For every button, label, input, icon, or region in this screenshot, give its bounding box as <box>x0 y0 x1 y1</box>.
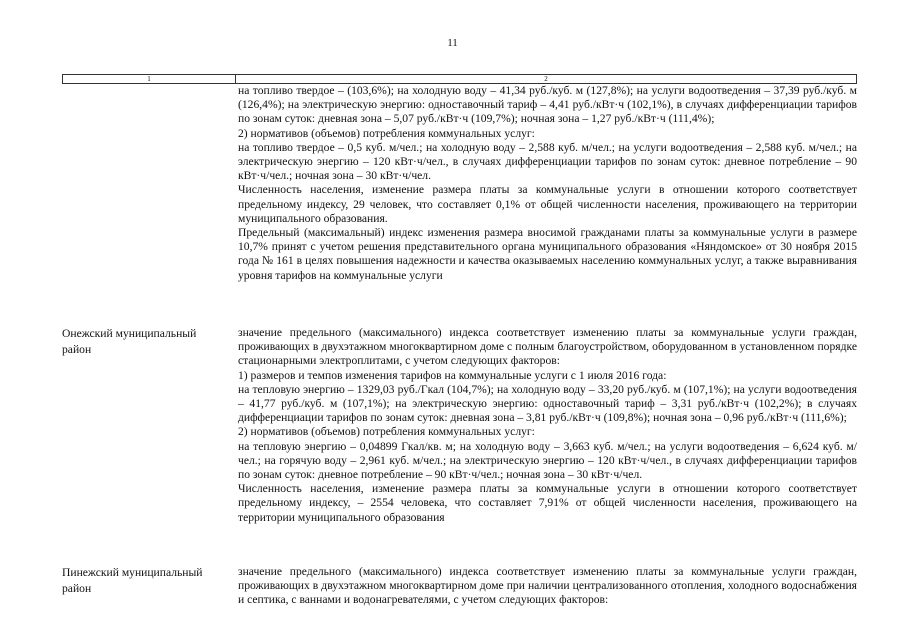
table-row <box>62 84 857 283</box>
table-header-row <box>62 74 857 84</box>
row-content <box>234 326 857 525</box>
paragraph: Предельный (максимальный) индекс изменения размера вносимой гражданами платы за коммунальные услуги в размере 10,7% принят с учетом решения представительного органа муниципального образования «Няндомское» от 30 ноября 2015 года № 161 в целях повышения надежности и качества оказываемых населению коммунальных услуг, а также выравнивания уровня тарифов на коммунальные услуги <box>238 226 857 282</box>
region-name <box>62 84 234 283</box>
paragraph: 1) размеров и темпов изменения тарифов на коммунальные услуги с 1 июля 2016 года: <box>238 368 667 382</box>
header-col-1: 1 <box>63 75 236 83</box>
table-row <box>62 326 857 525</box>
region-name: Онежский муниципальный район <box>62 327 197 356</box>
region-name: Пинежский муниципальный район <box>62 566 203 595</box>
paragraph: 2) нормативов (объемов) потребления коммунальных услуг: <box>238 126 535 140</box>
table-row <box>62 565 857 608</box>
paragraph: значение предельного (максимального) индекса соответствует изменению платы за коммунальные услуги граждан, проживающих в двухэтажном многоквартирном доме при наличии централизованного отопления, холодного водоснабжения и септика, с ваннами и водонагревателями, с учетом следующих факторов: <box>238 565 857 607</box>
paragraph: Численность населения, изменение размера платы за коммунальные услуги в отношении которого соответствует предельному индексу, 29 человек, что составляет 0,1% от общей численности населения, проживающего на территории муниципального образования. <box>238 183 857 225</box>
page-number: 11 <box>447 37 458 49</box>
paragraph: на тепловую энергию – 0,04899 Гкал/кв. м; на холодную воду – 3,663 куб. м/чел.; на услуги водоотведения – 6,624 куб. м/чел.; на горячую воду – 2,961 куб. м/чел.; на электрическую энергию – 120 кВт·ч/чел., в случаях дифференциации тарифов по зонам суток: дневное потребление – 90 кВт·ч/чел.; ночная зона – 30 кВт·ч/чел. <box>238 439 857 482</box>
row-content <box>234 565 857 608</box>
paragraph: на топливо твердое – (103,6%); на холодную воду – 41,34 руб./куб. м (127,8%); на услуги водоотведения – 37,39 руб./куб. м (126,4%); на электрическую энергию: одноставочный тариф – 4,41 руб./кВт·ч (102,1%), в случаях дифференциации тарифов по зонам суток: дневная зона – 5,07 руб./кВт·ч (109,7%); ночная зона – 1,27 руб./кВт·ч (111,4%); <box>238 84 857 126</box>
paragraph: на тепловую энергию – 1329,03 руб./Гкал (104,7%); на холодную воду – 33,20 руб./куб. м (107,1%); на услуги водоотведения – 41,77 руб./куб. м (107,1%); на электрическую энергию: одноставочный тариф – 3,31 руб./кВт·ч (102,2%); в случаях дифференциации тарифов по зонам суток: дневная зона – 3,81 руб./кВт·ч (109,8%); ночная зона – 0,96 руб./кВт·ч (111,6%); <box>238 382 857 425</box>
paragraph: на топливо твердое – 0,5 куб. м/чел.; на холодную воду – 2,588 куб. м/чел.; на услуги водоотведения – 2,588 куб. м/чел.; на электрическую энергию – 120 кВт·ч/чел., в случаях дифференциации тарифов по зонам суток: дневное потребление – 90 кВт·ч/чел.; ночная зона – 30 кВт·ч/чел. <box>238 140 857 183</box>
header-col-2: 2 <box>544 75 548 83</box>
paragraph: 2) нормативов (объемов) потребления коммунальных услуг: <box>238 425 535 439</box>
paragraph: Численность населения, изменение размера платы за коммунальные услуги в отношении которого соответствует предельному индексу, – 2554 человека, что составляет 7,91% от общей численности населения, проживающего на территории муниципального образования <box>238 482 857 524</box>
paragraph: значение предельного (максимального) индекса соответствует изменению платы за коммунальные услуги граждан, проживающих в двухэтажном многоквартирном доме с полным благоустройством, оборудованном в установленном порядке стационарными электроплитами, с учетом следующих факторов: <box>238 326 857 368</box>
row-content <box>234 84 857 283</box>
